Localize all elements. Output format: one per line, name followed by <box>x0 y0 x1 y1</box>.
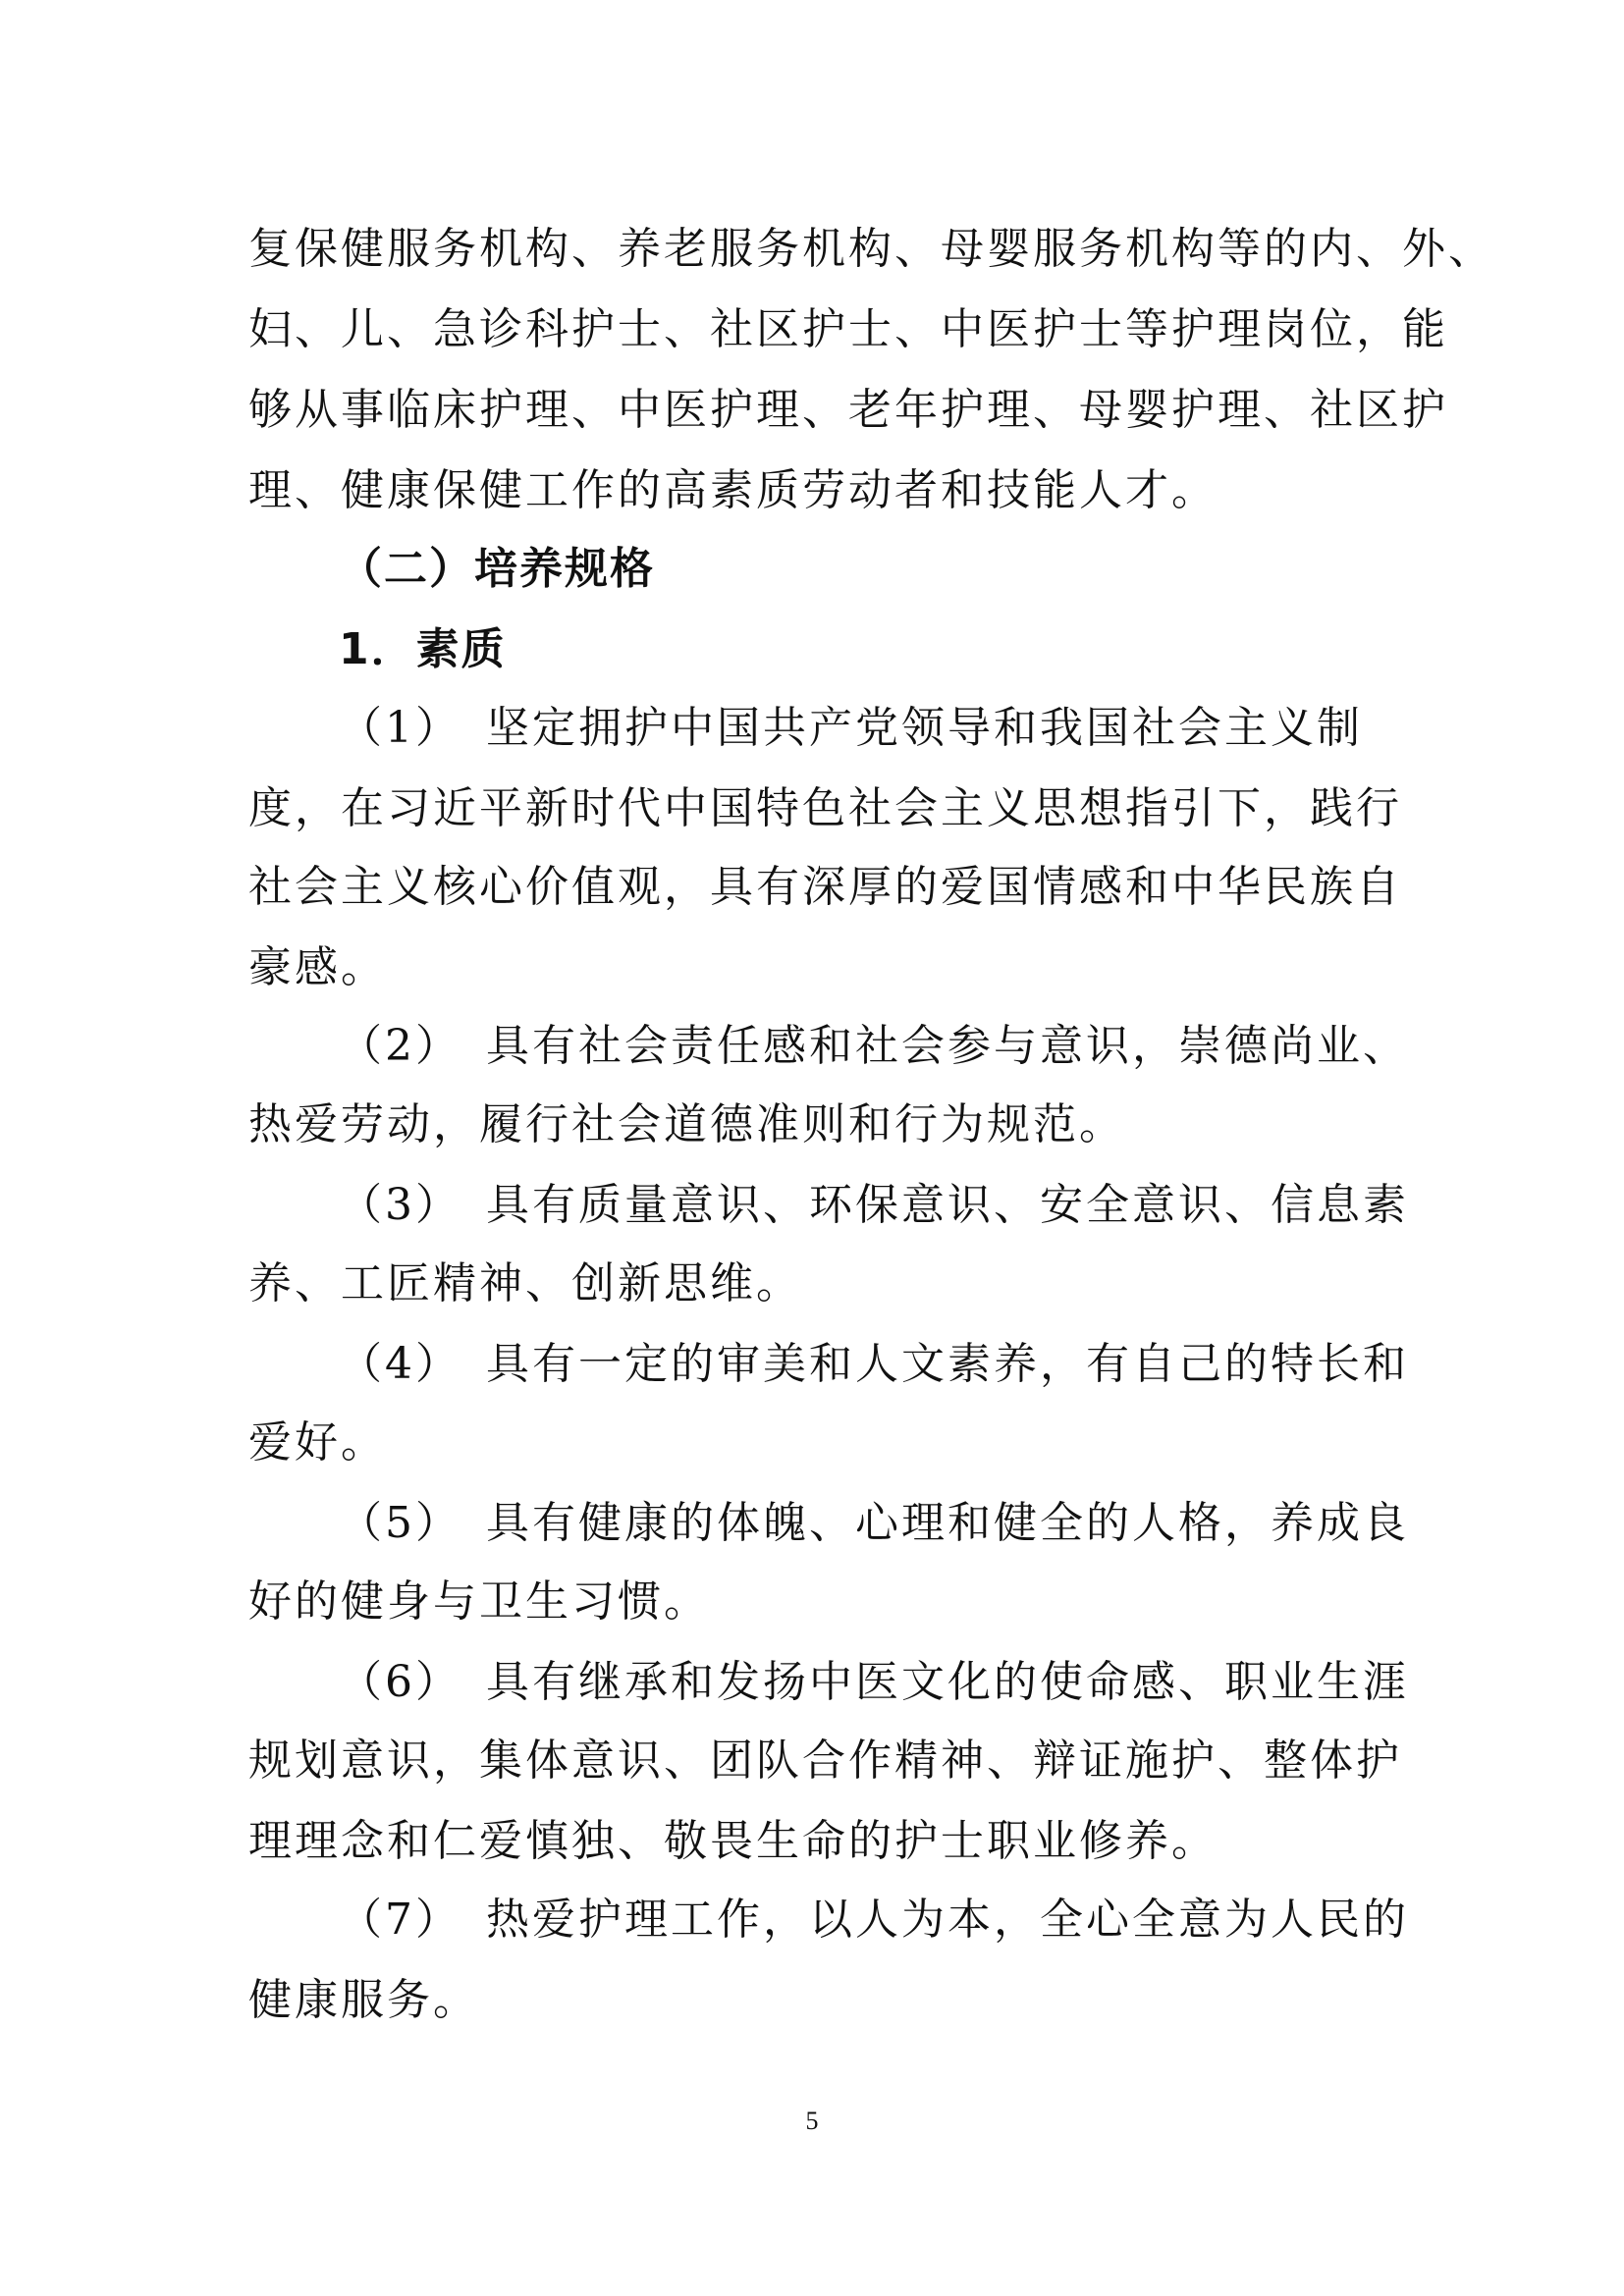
section-heading: （二）培养规格 <box>339 544 655 594</box>
text-line: 理、健康保健工作的高素质劳动者和技能人才。 <box>248 465 1218 515</box>
text-line: （6） 具有继承和发扬中医文化的使命感、职业生涯 <box>339 1657 1409 1707</box>
text-line: 爱好。 <box>248 1417 387 1468</box>
text-line: 复保健服务机构、养老服务机构、母婴服务机构等的内、外、 <box>248 224 1494 274</box>
text-line: （5） 具有健康的体魄、心理和健全的人格，养成良 <box>339 1498 1409 1548</box>
text-line: 理理念和仁爱慎独、敬畏生命的护士职业修养。 <box>248 1816 1218 1866</box>
text-line: 度，在习近平新时代中国特色社会主义思想指引下，践行 <box>248 783 1402 833</box>
section-subheading: 1．素质 <box>339 624 507 674</box>
text-line: （2） 具有社会责任感和社会参与意识，崇德尚业、 <box>339 1021 1409 1071</box>
text-line: 社会主义核心价值观，具有深厚的爱国情感和中华民族自 <box>248 862 1402 912</box>
text-line: 规划意识，集体意识、团队合作精神、辩证施护、整体护 <box>248 1735 1402 1786</box>
text-line: （7） 热爱护理工作，以人为本，全心全意为人民的 <box>339 1895 1409 1945</box>
text-line: 豪感。 <box>248 942 387 992</box>
text-line: （1） 坚定拥护中国共产党领导和我国社会主义制 <box>339 703 1363 753</box>
text-line: 养、工匠精神、创新思维。 <box>248 1258 802 1308</box>
text-line: （4） 具有一定的审美和人文素养，有自己的特长和 <box>339 1339 1409 1389</box>
text-line: 好的健身与卫生习惯。 <box>248 1576 710 1627</box>
text-line: 热爱劳动，履行社会道德准则和行为规范。 <box>248 1099 1125 1149</box>
page-number: 5 <box>805 2107 819 2135</box>
text-line: 妇、儿、急诊科护士、社区护士、中医护士等护理岗位，能 <box>248 304 1448 354</box>
text-line: 够从事临床护理、中医护理、老年护理、母婴护理、社区护 <box>248 385 1448 435</box>
text-line: 健康服务。 <box>248 1975 479 2025</box>
text-line: （3） 具有质量意识、环保意识、安全意识、信息素 <box>339 1180 1409 1230</box>
